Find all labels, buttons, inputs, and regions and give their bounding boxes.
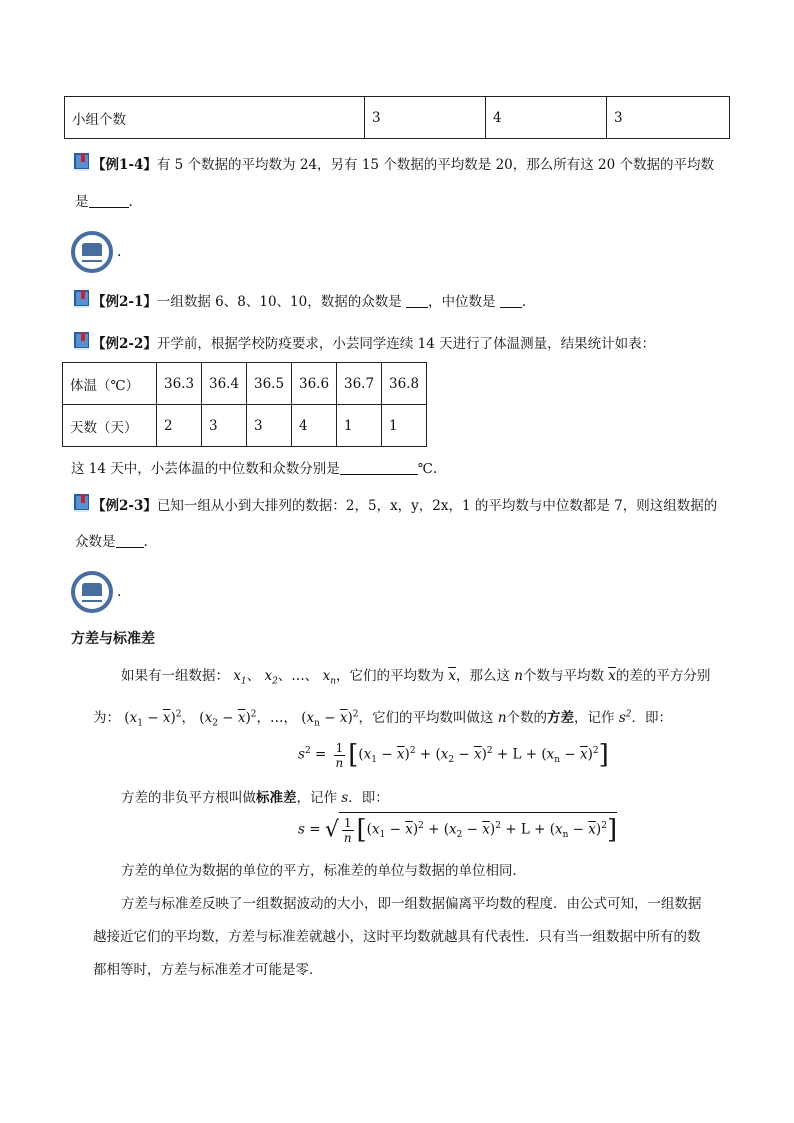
- table-cell: 36.7: [337, 363, 382, 405]
- table-cell: 1: [382, 405, 427, 447]
- table-row: [63, 405, 427, 447]
- table-row: [65, 97, 730, 139]
- answer-blank[interactable]: [406, 295, 428, 308]
- book-icon: [73, 152, 91, 172]
- term-bold: 标准差: [256, 790, 297, 806]
- table-cell: 天数（天）: [63, 405, 157, 447]
- table-cell: 2: [157, 405, 202, 447]
- example-1-4: [92, 153, 714, 173]
- table-cell: 1: [337, 405, 382, 447]
- example-2-3-cont: [75, 530, 148, 550]
- book-icon: [73, 289, 91, 309]
- math-x1: $x_1$: [233, 668, 247, 687]
- text: 个数的: [506, 710, 548, 726]
- paragraph-variance: 为： $(x_1 - \overline{x})^2$， $(x_2 - \overline{x})^2$，…， $(x_n - \overline{x})^2$，它们的平均数叫做这 n个数的方差，记作 $s^2$．即：: [93, 709, 672, 729]
- paragraph-meaning-line1: 方差与标准差反映了一组数据波动的大小，即一组数据偏离平均数的程度．由公式可知，一组数据: [121, 896, 702, 912]
- group-count-table: [64, 96, 730, 139]
- temperature-table: [62, 362, 427, 447]
- text: ，记作: [574, 710, 615, 726]
- text: 如果有一组数据：: [121, 668, 229, 684]
- book-icon: [73, 331, 91, 351]
- paragraph-units: 方差的单位为数据的单位的平方，标准差的单位与数据的单位相同．: [121, 863, 526, 879]
- variance-formula: $s^2$ = $\frac{1}{n}$ $[(x_1 - \overline{x})^2 + (x_2 - \overline{x})^2 + L + (x_n - \overline{x})^2]$: [298, 740, 609, 770]
- punct: .: [521, 294, 527, 310]
- math-xn: $x_n$: [322, 668, 337, 687]
- hint-icon: [70, 570, 114, 614]
- example-2-2-question: [71, 457, 437, 477]
- table-cell: 36.3: [157, 363, 202, 405]
- section-title: 方差与标准差: [71, 631, 155, 647]
- text: ，那么这: [455, 668, 510, 684]
- table-cell: 36.5: [247, 363, 292, 405]
- table-cell: 36.8: [382, 363, 427, 405]
- math-x2: $x_2$: [264, 668, 278, 687]
- answer-blank[interactable]: [116, 535, 144, 548]
- example-text: ，中位数是: [428, 294, 496, 310]
- text: ，它们的平均数叫做这: [358, 710, 494, 726]
- text: ．即：: [631, 710, 672, 726]
- text: ，它们的平均数为: [336, 668, 445, 684]
- punct: .: [128, 194, 133, 210]
- example-text: 已知一组从小到大排列的数据：2，5，x，y，2x，1 的平均数与中位数都是 7，则这组数据的: [156, 498, 718, 514]
- example-text: 有 5 个数据的平均数为 24，另有 15 个数据的平均数是 20，那么所有这 20 个数据的平均数: [156, 157, 715, 173]
- math-term: $(x_1 - \overline{x})^2$: [124, 709, 182, 729]
- math-term: $(x_2 - \overline{x})^2$: [199, 709, 257, 729]
- table-cell: 4: [486, 97, 607, 139]
- answer-blank[interactable]: [500, 295, 522, 308]
- example-2-3: [92, 494, 717, 514]
- paragraph-stddev: [121, 786, 389, 806]
- math-n: n: [497, 710, 507, 726]
- math-xbar: $\overline{x}$: [608, 668, 616, 684]
- example-label: 【例2-3】: [92, 498, 157, 514]
- example-text: 这 14 天中，小芸体温的中位数和众数分别是: [71, 461, 340, 477]
- answer-blank[interactable]: [89, 195, 129, 208]
- table-cell: 3: [247, 405, 292, 447]
- table-cell: 3: [202, 405, 247, 447]
- math-n: n: [514, 668, 523, 684]
- table-cell: 小组个数: [65, 97, 365, 139]
- hint-icon: [70, 230, 114, 274]
- example-label: 【例2-2】: [92, 336, 157, 352]
- hint-dot: .: [117, 244, 122, 260]
- math-term: $(x_n - \overline{x})^2$: [301, 709, 359, 729]
- text: ，记作: [296, 790, 337, 806]
- punct: .: [143, 534, 148, 550]
- text: ．即：: [348, 790, 389, 806]
- example-text: 开学前，根据学校防疫要求，小芸同学连续 14 天进行了体温测量，结果统计如表：: [156, 336, 656, 352]
- paragraph-meaning-line2: 越接近它们的平均数，方差与标准差就越小，这时平均数就越具有代表性．只有当一组数据中所有的数: [93, 929, 701, 945]
- example-2-1: [92, 290, 526, 310]
- table-cell: 3: [607, 97, 730, 139]
- table-cell: 36.6: [292, 363, 337, 405]
- math-xbar: $\overline{x}$: [448, 668, 456, 684]
- text: 的差的平方分别: [615, 668, 711, 684]
- text: 方差的非负平方根叫做: [121, 790, 256, 806]
- book-icon: [73, 493, 91, 513]
- math-s2: $s^2$: [618, 709, 632, 726]
- text: 个数与平均数: [522, 668, 604, 684]
- paragraph-meaning-line3: 都相等时，方差与标准差才可能是零．: [93, 962, 323, 978]
- answer-blank[interactable]: [340, 462, 418, 475]
- table-cell: 体温（℃）: [63, 363, 157, 405]
- table-cell: 4: [292, 405, 337, 447]
- table-row: [63, 363, 427, 405]
- example-1-4-cont: [75, 190, 133, 210]
- term-bold: 方差: [547, 710, 575, 726]
- example-text: 一组数据 6、8、10、10，数据的众数是: [156, 294, 402, 310]
- math-s: s: [341, 790, 349, 806]
- example-label: 【例2-1】: [92, 294, 157, 310]
- unit: ℃.: [417, 461, 438, 477]
- example-text: 是: [75, 194, 89, 210]
- example-2-2: [92, 332, 655, 352]
- paragraph-definition: 如果有一组数据： $x_1$、 $x_2$、…、 $x_n$，它们的平均数为 $\overline{x}$，那么这 n个数与平均数 $\overline{x}$的差的平方分别: [121, 668, 711, 687]
- table-cell: 3: [365, 97, 486, 139]
- stddev-formula: s = √ $\frac{1}{n}$ $[(x_1 - \overline{x})^2 + (x_2 - \overline{x})^2 + L + (x_n - \overline{x})^2]$: [298, 812, 617, 845]
- example-text: 众数是: [75, 534, 116, 550]
- hint-dot: .: [117, 584, 122, 600]
- text: 为：: [93, 710, 120, 726]
- example-label: 【例1-4】: [92, 157, 157, 173]
- table-cell: 36.4: [202, 363, 247, 405]
